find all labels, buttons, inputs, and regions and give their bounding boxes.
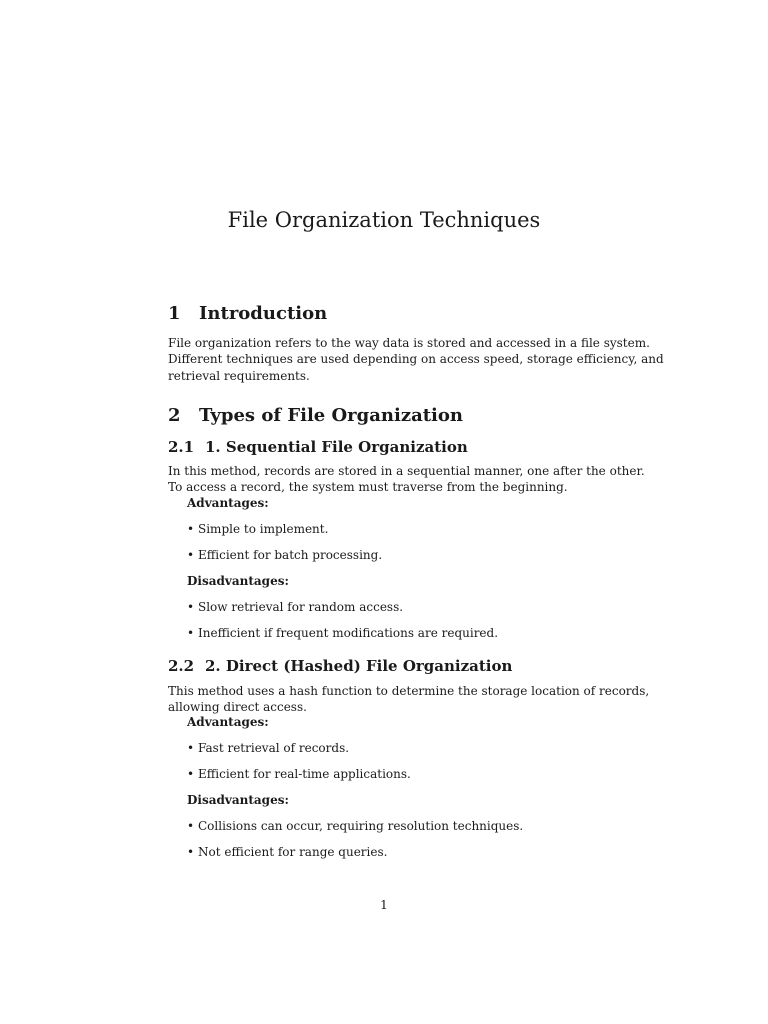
section-heading-types xyxy=(168,404,463,428)
section-title: Introduction xyxy=(199,303,328,324)
list-item-text: Efficient for batch processing. xyxy=(198,548,383,562)
paragraph-line: allowing direct access. xyxy=(168,700,307,715)
subsection-title: 2. Direct (Hashed) File Organization xyxy=(205,657,513,675)
list-item-text: Fast retrieval of records. xyxy=(198,741,350,755)
section-number: 1 xyxy=(168,303,181,324)
bullet-icon: • xyxy=(187,819,195,833)
list-item xyxy=(187,844,387,860)
list-item xyxy=(187,521,328,537)
document-title: File Organization Techniques xyxy=(227,208,541,232)
list-item-text: Simple to implement. xyxy=(198,522,329,536)
paragraph-line: retrieval requirements. xyxy=(168,368,310,383)
bullet-icon: • xyxy=(187,845,195,859)
list-item xyxy=(187,547,382,563)
list-item-text: Collisions can occur, requiring resolution techniques. xyxy=(198,819,524,833)
subsection-number: 2.1 xyxy=(168,438,195,456)
advantages-label: Advantages: xyxy=(187,496,269,510)
list-item-text: Inefficient if frequent modifications are required. xyxy=(198,626,499,640)
introduction-paragraph xyxy=(168,335,664,384)
paragraph-line: File organization refers to the way data is stored and accessed in a file system. xyxy=(168,336,650,350)
section-heading-introduction xyxy=(168,302,327,326)
paragraph-line: Different techniques are used depending on access speed, storage efficiency, and xyxy=(168,352,664,367)
list-item xyxy=(187,818,523,834)
list-item xyxy=(187,625,498,641)
bullet-icon: • xyxy=(187,741,195,755)
disadvantages-label: Disadvantages: xyxy=(187,574,289,588)
advantages-label: Advantages: xyxy=(187,715,269,729)
page-number: 1 xyxy=(380,898,388,912)
bullet-icon: • xyxy=(187,626,195,640)
paragraph-line: To access a record, the system must traverse from the beginning. xyxy=(168,480,568,495)
sequential-paragraph xyxy=(168,463,645,496)
paragraph-line: This method uses a hash function to determine the storage location of records, xyxy=(168,684,650,698)
subsection-number: 2.2 xyxy=(168,657,195,675)
bullet-icon: • xyxy=(187,600,195,614)
direct-hashed-paragraph xyxy=(168,683,650,716)
subsection-heading-sequential xyxy=(168,436,468,458)
subsection-heading-direct-hashed xyxy=(168,655,512,677)
list-item xyxy=(187,599,403,615)
section-number: 2 xyxy=(168,405,181,426)
list-item-text: Slow retrieval for random access. xyxy=(198,600,404,614)
disadvantages-label: Disadvantages: xyxy=(187,793,289,807)
bullet-icon: • xyxy=(187,522,195,536)
section-title: Types of File Organization xyxy=(199,405,463,426)
list-item xyxy=(187,766,411,782)
bullet-icon: • xyxy=(187,548,195,562)
subsection-title: 1. Sequential File Organization xyxy=(205,438,468,456)
paragraph-line: In this method, records are stored in a sequential manner, one after the other. xyxy=(168,464,645,478)
list-item-text: Not efficient for range queries. xyxy=(198,845,388,859)
list-item xyxy=(187,740,349,756)
bullet-icon: • xyxy=(187,767,195,781)
list-item-text: Efficient for real-time applications. xyxy=(198,767,411,781)
